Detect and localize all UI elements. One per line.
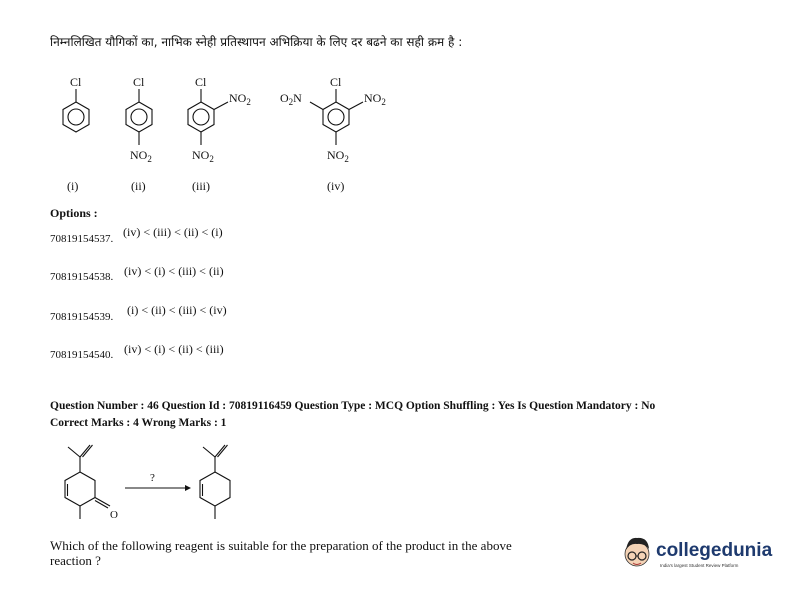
question-text-line2: reaction ? — [50, 553, 101, 568]
oxygen-label: O — [110, 509, 118, 521]
ring-ii — [126, 102, 152, 132]
product-ring — [200, 472, 230, 506]
question-meta-line2: Correct Marks : 4 Wrong Marks : 1 — [50, 417, 227, 429]
compound-label-iv: (iv) — [327, 179, 345, 193]
option-id-1: 70819154537. — [50, 233, 114, 245]
no2-label-ii: $NO_2$ — [130, 148, 152, 164]
no2-label-iii: $NO_2$ — [192, 148, 214, 164]
cl-label-i: Cl — [70, 75, 82, 89]
question-text-line1: Which of the following reagent is suitable for the preparation of the product in the above — [50, 538, 512, 553]
collegedunia-logo — [620, 530, 773, 580]
compound-label-ii: (ii) — [131, 179, 146, 193]
option-text-4[interactable]: (iv) < (i) < (ii) < (iii) — [124, 342, 224, 356]
logo-name: collegedunia — [656, 540, 773, 561]
ortho-no2-label-iii: $NO_2$ — [229, 91, 251, 107]
mascot-icon — [620, 532, 654, 572]
options-heading: Options : — [50, 206, 98, 220]
reaction-scheme — [50, 435, 270, 530]
arrow-label: ? — [150, 472, 155, 484]
cl-label-ii: Cl — [133, 75, 145, 89]
option-text-3[interactable]: (i) < (ii) < (iii) < (iv) — [127, 303, 227, 317]
reactant-ring — [65, 472, 95, 506]
option-text-1[interactable]: (iv) < (iii) < (ii) < (i) — [123, 225, 223, 239]
question-hindi: निम्नलिखित यौगिकों का, नाभिक स्नेही प्रतिस्थापन अभिक्रिया के लिए दर बढने का सही क्रम है : — [50, 35, 463, 49]
no2-label-iv: $NO_2$ — [327, 148, 349, 164]
arrow-head — [185, 485, 191, 491]
ring-iv — [323, 102, 349, 132]
cl-label-iii: Cl — [195, 75, 207, 89]
question-meta-line1: Question Number : 46 Question Id : 70819116459 Question Type : MCQ Option Shuffling : Yes Is Question Mandatory : No — [50, 400, 656, 412]
option-id-2: 70819154538. — [50, 271, 114, 283]
logo-tagline: India's largest Student Review Platform — [660, 563, 739, 568]
option-text-2[interactable]: (iv) < (i) < (iii) < (ii) — [124, 264, 224, 278]
ortho-no2-label-iv: $NO_2$ — [364, 91, 386, 107]
o2n-label-iv: $O_2N$ — [280, 91, 302, 107]
compound-label-i: (i) — [67, 179, 79, 193]
option-id-4: 70819154540. — [50, 349, 114, 361]
ring-iii — [188, 102, 214, 132]
cl-label-iv: Cl — [330, 75, 342, 89]
compound-structures — [40, 70, 410, 200]
ring-i — [63, 102, 89, 132]
compound-label-iii: (iii) — [192, 179, 210, 193]
option-id-3: 70819154539. — [50, 311, 114, 323]
